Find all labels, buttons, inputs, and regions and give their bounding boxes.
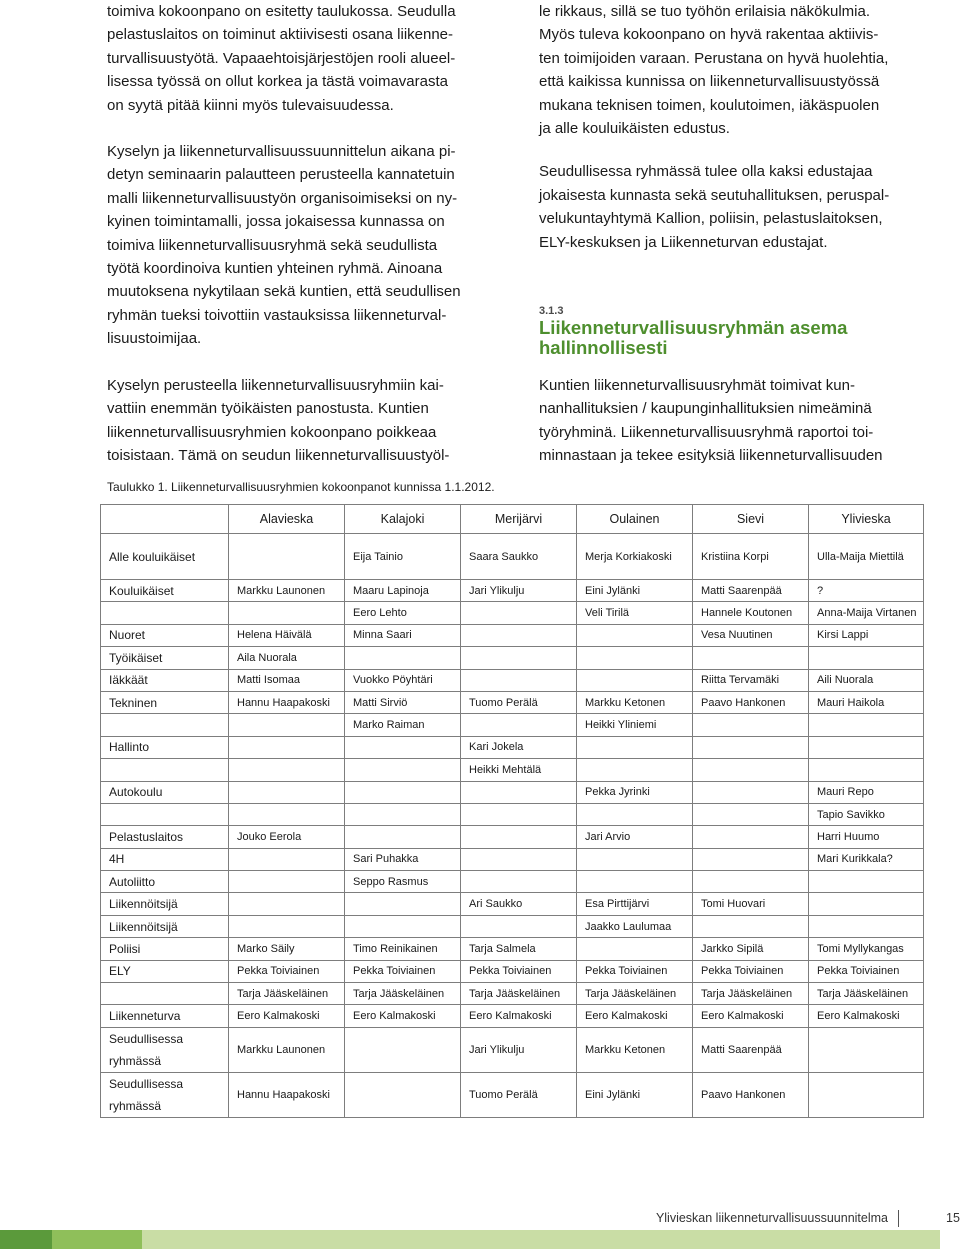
- member-cell: Pekka Toiviainen: [577, 960, 693, 982]
- category-cell: Tekninen: [101, 691, 229, 713]
- member-cell: Marko Säily: [229, 938, 345, 960]
- page-number: 15: [946, 1211, 960, 1225]
- right-paragraph-3: [539, 374, 919, 468]
- category-cell: Liikennöitsijä: [101, 915, 229, 937]
- member-cell: Jaakko Laulumaa: [577, 915, 693, 937]
- text-line: mukana teknisen toimen, koulutoimen, iäkäspuolen: [539, 96, 880, 114]
- member-cell: [809, 736, 924, 758]
- member-cell: Eero Kalmakoski: [229, 1005, 345, 1027]
- footer-bar-segment: [142, 1230, 940, 1249]
- text-line: malli liikenneturvallisuustyön organisoimiseksi on ny-: [107, 189, 458, 207]
- column-header: Alavieska: [229, 505, 345, 534]
- table-row: [101, 871, 924, 893]
- member-cell: [229, 759, 345, 781]
- table-row: [101, 803, 924, 825]
- member-cell: Tarja Jääskeläinen: [461, 983, 577, 1005]
- member-cell: [809, 915, 924, 937]
- text-line: detyn seminaarin palautteen perusteella kannatetuin: [107, 166, 455, 184]
- table-row: [101, 736, 924, 758]
- member-cell: [345, 803, 461, 825]
- left-text-column: [107, 0, 483, 467]
- member-cell: Eero Kalmakoski: [461, 1005, 577, 1027]
- member-cell: [461, 647, 577, 669]
- member-cell: [461, 602, 577, 624]
- right-paragraph-2: [539, 160, 919, 254]
- text-line: ja alle kouluikäisten edustus.: [539, 120, 730, 138]
- text-line: le rikkaus, sillä se tuo työhön erilaisia näkökulmia.: [539, 3, 870, 20]
- member-cell: Maaru Lapinoja: [345, 580, 461, 602]
- member-cell: Tomi Huovari: [693, 893, 809, 915]
- member-cell: [229, 803, 345, 825]
- table-row: [101, 714, 924, 736]
- member-cell: Anna-Maija Virtanen: [809, 602, 924, 624]
- table-row: [101, 602, 924, 624]
- text-line: että kaikissa kunnissa on liikenneturvallisuustyössä: [539, 73, 880, 91]
- text-line: toisistaan. Tämä on seudun liikenneturvallisuustyöl-: [107, 446, 450, 464]
- category-cell: ELY: [101, 960, 229, 982]
- member-cell: Hannele Koutonen: [693, 602, 809, 624]
- member-cell: [345, 1027, 461, 1072]
- text-line: minnastaan ja tekee esityksiä liikenneturvallisuuden: [539, 447, 883, 465]
- member-cell: Vesa Nuutinen: [693, 624, 809, 646]
- text-line: ten toimijoiden varaan. Perustana on hyvä huolehtia,: [539, 49, 889, 67]
- table-row: [101, 759, 924, 781]
- member-cell: Pekka Jyrinki: [577, 781, 693, 803]
- member-cell: Markku Launonen: [229, 580, 345, 602]
- member-cell: [693, 848, 809, 870]
- member-cell: Tarja Jääskeläinen: [229, 983, 345, 1005]
- member-cell: Jouko Eerola: [229, 826, 345, 848]
- member-cell: Harri Huumo: [809, 826, 924, 848]
- text-line: muutoksena nykytilaan sekä kuntien, että seudullisen: [107, 283, 461, 301]
- member-cell: Veli Tirilä: [577, 602, 693, 624]
- header-corner-cell: [101, 505, 229, 534]
- composition-table: [100, 504, 924, 1118]
- member-cell: [809, 759, 924, 781]
- member-cell: Tarja Jääskeläinen: [345, 983, 461, 1005]
- member-cell: [577, 647, 693, 669]
- section-title: [539, 318, 919, 358]
- member-cell: [809, 647, 924, 669]
- member-cell: Minna Saari: [345, 624, 461, 646]
- member-cell: [345, 736, 461, 758]
- member-cell: Vuokko Pöyhtäri: [345, 669, 461, 691]
- member-cell: Aili Nuorala: [809, 669, 924, 691]
- member-cell: [461, 803, 577, 825]
- member-cell: [809, 871, 924, 893]
- member-cell: Tarja Jääskeläinen: [693, 983, 809, 1005]
- category-cell: Seudullisessa ryhmässä: [101, 1027, 229, 1072]
- member-cell: [229, 602, 345, 624]
- text-line: lisuustoimijaa.: [107, 330, 202, 348]
- member-cell: Pekka Toiviainen: [809, 960, 924, 982]
- member-cell: [809, 714, 924, 736]
- left-paragraph-1: [107, 0, 483, 117]
- member-cell: Eero Kalmakoski: [693, 1005, 809, 1027]
- text-line: jokaisesta kunnasta sekä seutuhallituksen, peruspal-: [539, 186, 890, 204]
- column-header: Oulainen: [577, 505, 693, 534]
- table-row: [101, 848, 924, 870]
- text-line: on syytä pitää kiinni myös tulevaisuudessa.: [107, 96, 394, 114]
- text-line: pelastuslaitos on toiminut aktiivisesti osana liikenne-: [107, 26, 454, 44]
- category-cell: Pelastuslaitos: [101, 826, 229, 848]
- text-line: velukuntayhtymä Kallion, poliisin, pelastuslaitoksen,: [539, 210, 883, 228]
- member-cell: Mari Kurikkala?: [809, 848, 924, 870]
- table-row: [101, 669, 924, 691]
- table-caption: Taulukko 1. Liikenneturvallisuusryhmien kokoonpanot kunnissa 1.1.2012.: [107, 480, 495, 494]
- member-cell: [577, 669, 693, 691]
- member-cell: Pekka Toiviainen: [229, 960, 345, 982]
- category-cell: [101, 983, 229, 1005]
- member-cell: [229, 915, 345, 937]
- category-cell: Nuoret: [101, 624, 229, 646]
- table-row: [101, 647, 924, 669]
- member-cell: [229, 714, 345, 736]
- table-row: [101, 1027, 924, 1072]
- member-cell: [693, 781, 809, 803]
- member-cell: Riitta Tervamäki: [693, 669, 809, 691]
- category-cell: Hallinto: [101, 736, 229, 758]
- footer-color-bar: [0, 1230, 940, 1249]
- left-paragraph-3: [107, 374, 483, 468]
- member-cell: Kristiina Korpi: [693, 534, 809, 580]
- table-row: [101, 1005, 924, 1027]
- text-line: Kuntien liikenneturvallisuusryhmät toimivat kun-: [539, 377, 855, 395]
- member-cell: Matti Sirviö: [345, 691, 461, 713]
- member-cell: [345, 1072, 461, 1117]
- table-header-row: [101, 505, 924, 534]
- text-line: työtä koordinoiva kuntien yhteinen ryhmä. Ainoana: [107, 260, 443, 278]
- member-cell: [345, 647, 461, 669]
- category-cell: [101, 602, 229, 624]
- composition-table-wrapper: [100, 504, 923, 1118]
- member-cell: Eero Kalmakoski: [809, 1005, 924, 1027]
- category-cell: [101, 714, 229, 736]
- text-line: Kyselyn ja liikenneturvallisuussuunnittelun aikana pi-: [107, 143, 456, 161]
- member-cell: Saara Saukko: [461, 534, 577, 580]
- category-cell: [101, 759, 229, 781]
- category-cell: Työikäiset: [101, 647, 229, 669]
- member-cell: Merja Korkiakoski: [577, 534, 693, 580]
- category-cell: Liikennöitsijä: [101, 893, 229, 915]
- member-cell: Mauri Haikola: [809, 691, 924, 713]
- category-cell: Autoliitto: [101, 871, 229, 893]
- footer-title: Ylivieskan liikenneturvallisuussuunnitelma: [655, 1211, 888, 1225]
- category-cell: Kouluikäiset: [101, 580, 229, 602]
- member-cell: Esa Pirttijärvi: [577, 893, 693, 915]
- member-cell: [693, 871, 809, 893]
- member-cell: Markku Ketonen: [577, 1027, 693, 1072]
- footer-bar-segment: [0, 1230, 52, 1249]
- member-cell: [229, 893, 345, 915]
- column-header: Sievi: [693, 505, 809, 534]
- text-line: turvallisuustyötä. Vapaaehtoisjärjestöjen rooli alueel-: [107, 49, 456, 67]
- member-cell: [693, 915, 809, 937]
- member-cell: [229, 781, 345, 803]
- member-cell: Tarja Salmela: [461, 938, 577, 960]
- table-row: [101, 893, 924, 915]
- category-cell: Liikenneturva: [101, 1005, 229, 1027]
- member-cell: Paavo Hankonen: [693, 1072, 809, 1117]
- member-cell: Ari Saukko: [461, 893, 577, 915]
- member-cell: [693, 714, 809, 736]
- category-cell: Alle kouluikäiset: [101, 534, 229, 580]
- member-cell: [461, 781, 577, 803]
- member-cell: [693, 759, 809, 781]
- column-header: Ylivieska: [809, 505, 924, 534]
- category-cell: 4H: [101, 848, 229, 870]
- member-cell: [693, 826, 809, 848]
- member-cell: [461, 871, 577, 893]
- member-cell: Tuomo Perälä: [461, 1072, 577, 1117]
- member-cell: [577, 624, 693, 646]
- member-cell: Kirsi Lappi: [809, 624, 924, 646]
- member-cell: [577, 938, 693, 960]
- text-line: liikenneturvallisuusryhmien kokoonpano poikkeaa: [107, 423, 437, 441]
- text-line: Seudullisessa ryhmässä tulee olla kaksi edustajaa: [539, 163, 873, 181]
- member-cell: [345, 759, 461, 781]
- table-row: [101, 624, 924, 646]
- member-cell: [577, 736, 693, 758]
- member-cell: [461, 624, 577, 646]
- member-cell: Tarja Jääskeläinen: [809, 983, 924, 1005]
- member-cell: Markku Ketonen: [577, 691, 693, 713]
- member-cell: Marko Raiman: [345, 714, 461, 736]
- table-row: [101, 938, 924, 960]
- member-cell: Tomi Myllykangas: [809, 938, 924, 960]
- member-cell: [345, 826, 461, 848]
- member-cell: [809, 1027, 924, 1072]
- text-line: Myös tuleva kokoonpano on hyvä rakentaa aktiivis-: [539, 26, 879, 44]
- text-line: vattiin enemmän työikäisten panostusta. Kuntien: [107, 400, 429, 418]
- category-cell: Autokoulu: [101, 781, 229, 803]
- member-cell: Eija Tainio: [345, 534, 461, 580]
- member-cell: [345, 915, 461, 937]
- member-cell: Matti Saarenpää: [693, 1027, 809, 1072]
- table-row: [101, 534, 924, 580]
- column-header: Merijärvi: [461, 505, 577, 534]
- table-row: [101, 580, 924, 602]
- section-title-line: Liikenneturvallisuusryhmän asema: [539, 317, 848, 339]
- column-header: Kalajoki: [345, 505, 461, 534]
- member-cell: Eero Lehto: [345, 602, 461, 624]
- member-cell: Tuomo Perälä: [461, 691, 577, 713]
- member-cell: [577, 803, 693, 825]
- member-cell: [577, 848, 693, 870]
- member-cell: [229, 736, 345, 758]
- member-cell: [577, 759, 693, 781]
- member-cell: Heikki Yliniemi: [577, 714, 693, 736]
- text-line: nanhallituksien / kaupunginhallituksien nimeäminä: [539, 400, 872, 418]
- member-cell: ?: [809, 580, 924, 602]
- member-cell: Matti Saarenpää: [693, 580, 809, 602]
- table-row: [101, 1072, 924, 1117]
- member-cell: [229, 871, 345, 893]
- member-cell: Eero Kalmakoski: [577, 1005, 693, 1027]
- member-cell: Matti Isomaa: [229, 669, 345, 691]
- section-number: 3.1.3: [539, 305, 564, 318]
- member-cell: Jari Arvio: [577, 826, 693, 848]
- text-line: Kyselyn perusteella liikenneturvallisuusryhmiin kai-: [107, 376, 444, 394]
- member-cell: Markku Launonen: [229, 1027, 345, 1072]
- text-line: kyinen toimintamalli, jossa jokaisessa kunnassa on: [107, 213, 445, 231]
- member-cell: Eini Jylänki: [577, 580, 693, 602]
- member-cell: Eini Jylänki: [577, 1072, 693, 1117]
- text-line: toimiva liikenneturvallisuusryhmä sekä seudullista: [107, 236, 438, 254]
- member-cell: Pekka Toiviainen: [693, 960, 809, 982]
- category-cell: Seudullisessa ryhmässä: [101, 1072, 229, 1117]
- member-cell: Jarkko Sipilä: [693, 938, 809, 960]
- footer-bar-segment: [52, 1230, 142, 1249]
- member-cell: [809, 1072, 924, 1117]
- member-cell: Seppo Rasmus: [345, 871, 461, 893]
- category-cell: Poliisi: [101, 938, 229, 960]
- text-line: ELY-keskuksen ja Liikenneturvan edustajat.: [539, 233, 828, 251]
- member-cell: Eero Kalmakoski: [345, 1005, 461, 1027]
- member-cell: Kari Jokela: [461, 736, 577, 758]
- member-cell: Sari Puhakka: [345, 848, 461, 870]
- member-cell: [461, 826, 577, 848]
- member-cell: Pekka Toiviainen: [461, 960, 577, 982]
- right-text-column: [539, 0, 919, 468]
- table-row: [101, 983, 924, 1005]
- member-cell: [693, 803, 809, 825]
- member-cell: Pekka Toiviainen: [345, 960, 461, 982]
- member-cell: Mauri Repo: [809, 781, 924, 803]
- member-cell: Ulla-Maija Miettilä: [809, 534, 924, 580]
- member-cell: Hannu Haapakoski: [229, 1072, 345, 1117]
- member-cell: Hannu Haapakoski: [229, 691, 345, 713]
- member-cell: [461, 669, 577, 691]
- left-paragraph-2: [107, 140, 483, 351]
- member-cell: Aila Nuorala: [229, 647, 345, 669]
- member-cell: Jari Ylikulju: [461, 1027, 577, 1072]
- text-line: toimiva kokoonpano on esitetty taulukossa. Seudulla: [107, 3, 456, 20]
- member-cell: [345, 781, 461, 803]
- text-line: työryhminä. Liikenneturvallisuusryhmä raportoi toi-: [539, 423, 874, 441]
- member-cell: Heikki Mehtälä: [461, 759, 577, 781]
- footer-separator: [898, 1210, 899, 1227]
- member-cell: Paavo Hankonen: [693, 691, 809, 713]
- member-cell: [693, 647, 809, 669]
- right-paragraph-1: [539, 0, 919, 140]
- member-cell: [809, 893, 924, 915]
- text-line: lisessa työssä on ollut korkea ja tästä voimavarasta: [107, 73, 448, 91]
- member-cell: Tapio Savikko: [809, 803, 924, 825]
- table-row: [101, 826, 924, 848]
- member-cell: Tarja Jääskeläinen: [577, 983, 693, 1005]
- table-row: [101, 960, 924, 982]
- member-cell: [577, 871, 693, 893]
- member-cell: [693, 736, 809, 758]
- member-cell: [461, 848, 577, 870]
- category-cell: [101, 803, 229, 825]
- text-line: ryhmän tueksi toivottiin vastauksissa liikenneturval-: [107, 306, 447, 324]
- member-cell: [345, 893, 461, 915]
- section-title-line: hallinnollisesti: [539, 337, 668, 359]
- member-cell: [461, 714, 577, 736]
- member-cell: Jari Ylikulju: [461, 580, 577, 602]
- member-cell: [229, 534, 345, 580]
- table-row: [101, 691, 924, 713]
- member-cell: Helena Häivälä: [229, 624, 345, 646]
- member-cell: [461, 915, 577, 937]
- category-cell: Iäkkäät: [101, 669, 229, 691]
- table-row: [101, 915, 924, 937]
- member-cell: Timo Reinikainen: [345, 938, 461, 960]
- member-cell: [229, 848, 345, 870]
- table-row: [101, 781, 924, 803]
